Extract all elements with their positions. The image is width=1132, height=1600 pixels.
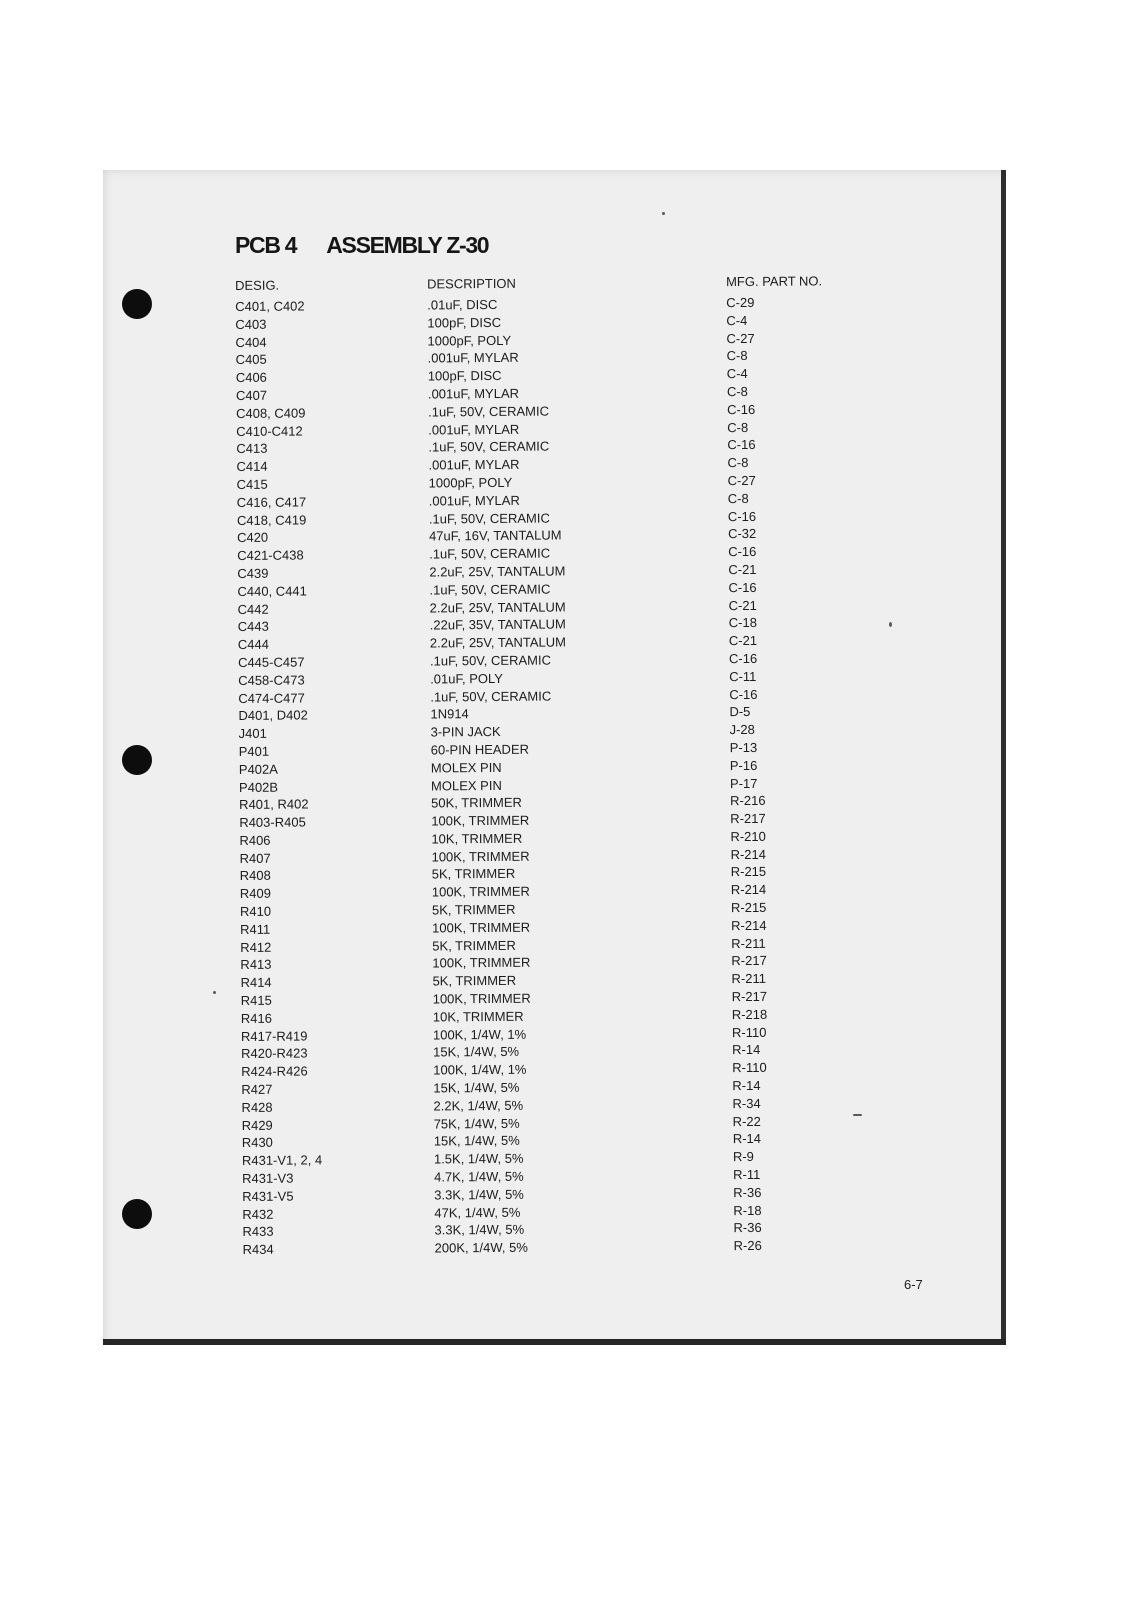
description-cell: MOLEX PIN xyxy=(430,777,502,793)
description-cell: 60-PIN HEADER xyxy=(430,741,530,758)
page-number: 6-7 xyxy=(904,1277,923,1292)
desig-cell: R414 xyxy=(240,975,272,991)
description-cell: 2.2K, 1/4W, 5% xyxy=(433,1097,524,1114)
description-cell: 3-PIN JACK xyxy=(430,724,501,740)
description-cell: 3.3K, 1/4W, 5% xyxy=(434,1222,525,1238)
description-cell: 1000pF, POLY xyxy=(428,474,513,491)
part-number-cell: C-8 xyxy=(727,490,749,506)
desig-cell: R433 xyxy=(242,1224,274,1240)
description-cell: 100K, TRIMMER xyxy=(431,883,530,900)
desig-cell: R434 xyxy=(242,1241,274,1258)
scan-speck xyxy=(889,622,892,627)
desig-cell: C418, C419 xyxy=(236,511,307,528)
part-number-cell: P-17 xyxy=(729,775,758,791)
desig-cell: C401, C402 xyxy=(235,298,305,314)
desig-cell: R407 xyxy=(239,850,271,866)
description-cell: 15K, 1/4W, 5% xyxy=(433,1079,520,1096)
desig-cell: C410-C412 xyxy=(236,423,303,439)
part-number-cell: C-4 xyxy=(726,312,748,328)
hole-punch xyxy=(122,745,152,775)
description-cell: 1N914 xyxy=(430,706,469,722)
part-number-cell: C-16 xyxy=(726,401,756,417)
desig-cell: C458-C473 xyxy=(238,672,305,688)
header-part-number: MFG. PART NO. xyxy=(725,273,823,290)
description-cell: 100K, TRIMMER xyxy=(432,919,531,936)
part-number-cell: R-110 xyxy=(732,1060,767,1076)
description-cell: 2.2uF, 25V, TANTALUM xyxy=(429,563,566,580)
desig-cell: C405 xyxy=(235,352,267,368)
part-number-cell: C-4 xyxy=(726,366,748,382)
page-edge-right xyxy=(1001,170,1006,1345)
part-number-cell: C-11 xyxy=(729,668,757,684)
table-header xyxy=(235,272,875,295)
desig-cell: C443 xyxy=(237,619,269,635)
hole-punch xyxy=(122,1199,152,1229)
part-number-cell: C-27 xyxy=(727,472,756,489)
description-cell: .1uF, 50V, CERAMIC xyxy=(428,403,550,420)
part-number-cell: R-9 xyxy=(732,1149,754,1165)
scan-speck xyxy=(213,991,216,994)
description-cell: 50K, TRIMMER xyxy=(431,795,522,811)
part-number-cell: R-14 xyxy=(732,1042,761,1058)
description-cell: 2.2uF, 25V, TANTALUM xyxy=(429,634,567,651)
part-number-cell: R-217 xyxy=(731,988,768,1005)
part-number-cell: R-215 xyxy=(730,864,767,880)
description-cell: .01uF, DISC xyxy=(427,296,498,313)
part-number-cell: R-218 xyxy=(731,1006,768,1022)
part-number-cell: R-11 xyxy=(733,1166,761,1183)
desig-cell: C421-C438 xyxy=(237,547,304,564)
description-cell: 3.3K, 1/4W, 5% xyxy=(434,1186,524,1203)
part-number-cell: P-16 xyxy=(729,757,758,773)
description-cell: 100pF, DISC xyxy=(427,368,502,384)
part-number-cell: C-18 xyxy=(728,615,757,631)
desig-cell: R412 xyxy=(240,939,272,955)
part-number-cell: D-5 xyxy=(729,704,751,720)
description-cell: 2.2uF, 25V, TANTALUM xyxy=(429,598,566,616)
desig-cell: C439 xyxy=(237,565,269,581)
part-number-cell: C-8 xyxy=(726,348,748,364)
desig-cell: C414 xyxy=(236,458,268,475)
description-cell: .1uF, 50V, CERAMIC xyxy=(429,581,551,598)
description-cell: 5K, TRIMMER xyxy=(431,901,516,918)
desig-cell: R429 xyxy=(241,1117,273,1133)
desig-cell: C444 xyxy=(237,636,270,653)
desig-cell: R408 xyxy=(239,868,271,884)
title-board: PCB 4 xyxy=(235,232,297,258)
desig-cell: C442 xyxy=(237,601,269,617)
desig-cell: R410 xyxy=(239,903,272,920)
desig-cell: R401, R402 xyxy=(239,796,309,813)
desig-cell: R409 xyxy=(239,886,271,902)
desig-cell: C415 xyxy=(236,476,268,492)
part-number-cell: C-27 xyxy=(726,330,755,346)
part-number-cell: R-215 xyxy=(730,899,767,916)
desig-cell: R427 xyxy=(241,1081,273,1098)
page-title xyxy=(235,230,488,260)
part-number-cell: C-21 xyxy=(728,597,757,613)
part-number-cell: C-8 xyxy=(727,419,749,435)
description-cell: 47K, 1/4W, 5% xyxy=(434,1204,521,1221)
part-number-cell: C-16 xyxy=(727,437,756,453)
part-number-cell: C-16 xyxy=(728,650,758,667)
description-cell: 100K, 1/4W, 1% xyxy=(433,1061,527,1078)
header-description: DESCRIPTION xyxy=(427,275,516,292)
desig-cell: C408, C409 xyxy=(236,405,306,421)
part-number-cell: C-21 xyxy=(728,561,757,578)
part-number-cell: C-16 xyxy=(727,508,757,524)
desig-cell: C406 xyxy=(235,369,267,386)
part-number-cell: C-16 xyxy=(728,579,757,595)
part-number-cell: R-214 xyxy=(730,846,767,862)
desig-cell: R413 xyxy=(240,957,272,973)
desig-cell: R417-R419 xyxy=(240,1028,308,1044)
description-cell: MOLEX PIN xyxy=(430,759,502,776)
description-cell: 100K, 1/4W, 1% xyxy=(432,1026,527,1043)
hole-punch xyxy=(122,289,152,319)
description-cell: 100K, TRIMMER xyxy=(432,990,531,1007)
part-number-cell: C-16 xyxy=(728,544,757,560)
part-number-cell: R-18 xyxy=(733,1202,762,1218)
description-cell: .001uF, MYLAR xyxy=(428,456,520,473)
description-cell: 10K, TRIMMER xyxy=(431,830,523,847)
desig-cell: R416 xyxy=(240,1010,272,1026)
description-cell: .1uF, 50V, CERAMIC xyxy=(429,545,551,562)
part-number-cell: C-29 xyxy=(726,294,755,311)
description-cell: 4.7K, 1/4W, 5% xyxy=(434,1168,524,1185)
desig-cell: P402A xyxy=(238,761,278,777)
description-cell: 47uF, 16V, TANTALUM xyxy=(428,527,562,544)
part-number-cell: R-214 xyxy=(730,882,767,898)
description-cell: 100pF, DISC xyxy=(427,314,502,331)
parts-list-table xyxy=(235,272,883,1259)
part-number-cell: R-36 xyxy=(733,1184,762,1200)
desig-cell: R430 xyxy=(241,1135,273,1151)
description-cell: 100K, TRIMMER xyxy=(431,812,530,829)
desig-cell: R431-V1, 2, 4 xyxy=(241,1152,323,1169)
part-number-cell: C-32 xyxy=(727,526,757,542)
description-cell: 100K, TRIMMER xyxy=(432,955,531,971)
description-cell: .001uF, MYLAR xyxy=(427,385,520,402)
description-cell: .01uF, POLY xyxy=(430,670,503,687)
part-number-cell: P-13 xyxy=(729,739,758,756)
description-cell: 1.5K, 1/4W, 5% xyxy=(433,1150,524,1167)
desig-cell: R432 xyxy=(242,1206,274,1222)
desig-cell: C403 xyxy=(235,316,267,332)
desig-cell: C407 xyxy=(235,387,268,403)
description-cell: 5K, TRIMMER xyxy=(431,866,516,882)
part-number-cell: R-36 xyxy=(733,1220,762,1236)
desig-cell: C420 xyxy=(236,530,269,546)
part-number-cell: J-28 xyxy=(729,722,755,738)
part-number-cell: R-34 xyxy=(732,1095,761,1111)
desig-cell: C413 xyxy=(236,441,268,457)
description-cell: 100K, TRIMMER xyxy=(431,848,530,865)
scan-speck xyxy=(662,212,665,215)
desig-cell: P402B xyxy=(238,779,279,795)
page-edge-bottom xyxy=(103,1339,1006,1345)
part-number-cell: R-217 xyxy=(731,953,767,969)
desig-cell: C440, C441 xyxy=(237,583,307,599)
description-cell: .22uF, 35V, TANTALUM xyxy=(429,616,566,633)
desig-cell: C416, C417 xyxy=(236,494,307,510)
desig-cell: R428 xyxy=(241,1099,273,1115)
description-cell: 75K, 1/4W, 5% xyxy=(433,1115,520,1132)
description-cell: .001uF, MYLAR xyxy=(428,492,520,509)
desig-cell: R411 xyxy=(240,921,271,937)
header-desig: DESIG. xyxy=(235,277,280,293)
part-number-cell: C-8 xyxy=(727,455,749,471)
part-number-cell: R-22 xyxy=(732,1113,761,1129)
description-cell: .001uF, MYLAR xyxy=(427,350,519,366)
desig-cell: R431-V5 xyxy=(242,1188,294,1204)
part-number-cell: R-217 xyxy=(730,810,766,827)
title-assembly: ASSEMBLY Z-30 xyxy=(326,232,489,258)
part-number-cell: R-110 xyxy=(731,1024,767,1040)
desig-cell: C404 xyxy=(235,334,267,350)
part-number-cell: C-8 xyxy=(726,383,748,400)
part-number-cell: C-16 xyxy=(729,686,758,702)
part-number-cell: C-21 xyxy=(728,633,758,649)
part-number-cell: R-14 xyxy=(732,1131,762,1147)
part-number-cell: R-211 xyxy=(731,935,766,951)
desig-cell: R403-R405 xyxy=(239,814,306,831)
part-number-cell: R-210 xyxy=(730,828,766,845)
part-number-cell: R-216 xyxy=(730,793,766,809)
description-cell: .1uF, 50V, CERAMIC xyxy=(428,438,550,455)
description-cell: 15K, 1/4W, 5% xyxy=(433,1133,520,1149)
description-cell: 1000pF, POLY xyxy=(427,332,512,349)
part-number-cell: R-214 xyxy=(731,917,767,933)
desig-cell: D401, D402 xyxy=(238,707,308,724)
description-cell: .1uF, 50V, CERAMIC xyxy=(428,510,550,527)
description-cell: .001uF, MYLAR xyxy=(428,421,520,438)
description-cell: .1uF, 50V, CERAMIC xyxy=(430,688,552,704)
desig-cell: J401 xyxy=(238,725,267,742)
part-number-cell: R-211 xyxy=(731,971,767,987)
description-cell: 5K, TRIMMER xyxy=(432,973,517,989)
desig-cell: R420-R423 xyxy=(241,1045,308,1062)
desig-cell: C445-C457 xyxy=(237,654,305,670)
desig-cell: R424-R426 xyxy=(241,1063,308,1080)
description-cell: 15K, 1/4W, 5% xyxy=(433,1044,520,1060)
description-cell: .1uF, 50V, CERAMIC xyxy=(429,652,551,669)
description-cell: 200K, 1/4W, 5% xyxy=(434,1239,528,1256)
desig-cell: P401 xyxy=(238,743,270,759)
desig-cell: C474-C477 xyxy=(238,689,305,706)
desig-cell: R431-V3 xyxy=(242,1170,294,1187)
description-cell: 10K, TRIMMER xyxy=(432,1008,524,1025)
desig-cell: R415 xyxy=(240,992,272,1009)
description-cell: 5K, TRIMMER xyxy=(432,937,516,954)
desig-cell: R406 xyxy=(239,832,271,848)
part-number-cell: R-26 xyxy=(733,1238,762,1254)
part-number-cell: R-14 xyxy=(732,1077,761,1094)
